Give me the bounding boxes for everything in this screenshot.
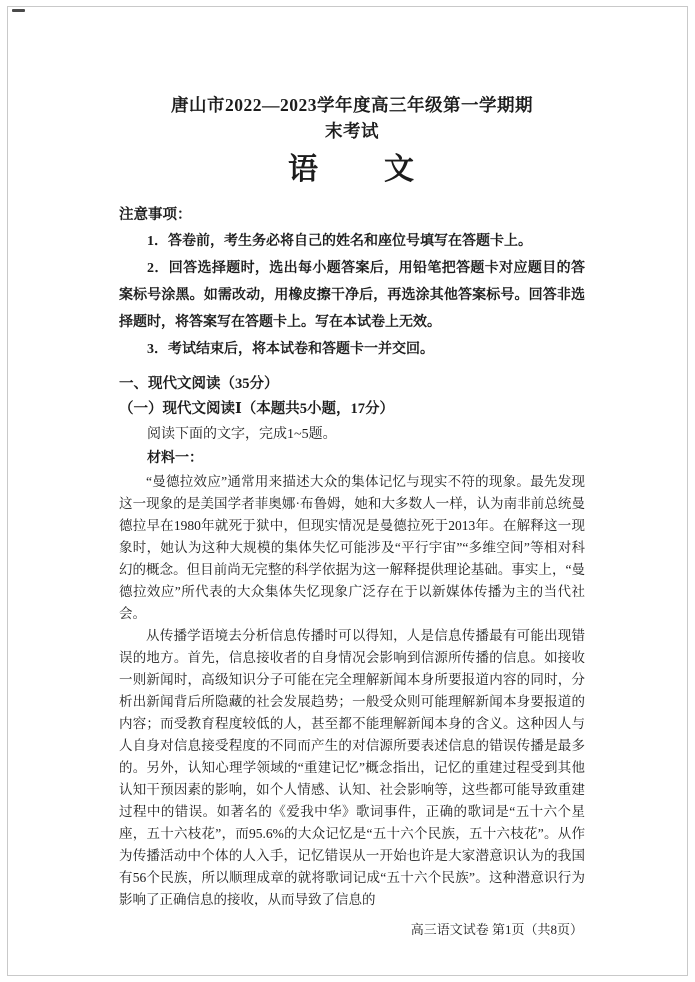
body-paragraph-1: “曼德拉效应”通常用来描述大众的集体记忆与现实不符的现象。最先发现这一现象的是美国学者菲奥娜·布鲁姆，她和大多数人一样，认为南非前总统曼德拉早在1980年就死于狱中，但现实情况是曼德拉死于2013年。在解释这一现象时，她认为这种大规模的集体失忆可能涉及“平行宇宙”“多维空间”等相对科幻的概念。但目前尚无完整的科学依据为这一解释提供理论基础。事实上，“曼德拉效应”所代表的大众集体失忆现象广泛存在于以新媒体传播为主的当代社会。 [119, 474, 585, 621]
page-footer: 高三语文试卷 第1页（共8页） [410, 922, 583, 937]
exam-title-line2: 末考试 [325, 121, 379, 141]
section-heading: 一、现代文阅读（35分） [119, 376, 279, 392]
body-paragraph-2: 从传播学语境去分析信息传播时可以得知，人是信息传播最有可能出现错误的地方。首先，信息接收者的自身情况会影响到信源所传播的信息。如接收一则新闻时，高级知识分子可能在完全理解新闻本身所要报道内容的同时，分析出新闻背后所隐藏的社会发展趋势；一般受众则可能理解新闻本身要报道的内容；而受教育程度较低的人，甚至都不能理解新闻本身的含义。这种因人与人自身对信息接受程度的不同而产生的对信源所要表述信息的错误传播是最多的。另外，认知心理学领域的“重建记忆”概念指出，记忆的重建过程受到其他认知干预因素的影响，如个人情感、认知、社会影响等，这些都可能导致重建过程中的错误。如著名的《爱我中华》歌词事件，正确的歌词是“五十六个星座，五十六枝花”，而95.6%的大众记忆是“五十六个民族，五十六枝花”。从作为传播活动中个体的人入手，记忆错误从一开始也许是大家潜意识认为的我国有56个民族，所以顺理成章的就将歌词记成“五十六个民族”。这种潜意识行为影响了正确信息的接收，从而导致了信息的 [119, 628, 585, 907]
notice-item-3: 3．考试结束后，将本试卷和答题卡一并交回。 [147, 342, 434, 357]
notice-heading: 注意事项： [119, 207, 192, 223]
exam-paper-page [119, 92, 585, 911]
notice-item-1: 1．答卷前，考生务必将自己的姓名和座位号填写在答题卡上。 [147, 234, 532, 249]
exam-title-line1: 唐山市2022—2023学年度高三年级第一学期期 [171, 95, 533, 115]
subject-title: 语 文 [288, 153, 416, 186]
scan-artifact-mark [12, 9, 25, 12]
notice-item-2: 2．回答选择题时，选出每小题答案后，用铅笔把答题卡对应题目的答案标号涂黑。如需改动，用橡皮擦干净后，再选涂其他答案标号。回答非选择题时，将答案写在答题卡上。写在本试卷上无效。 [119, 261, 585, 330]
reading-instruction: 阅读下面的文字，完成1~5题。 [147, 427, 337, 442]
exam-title [119, 92, 585, 144]
subsection-heading: （一）现代文阅读Ⅰ（本题共5小题，17分） [119, 401, 395, 417]
material-label: 材料一： [147, 451, 203, 466]
